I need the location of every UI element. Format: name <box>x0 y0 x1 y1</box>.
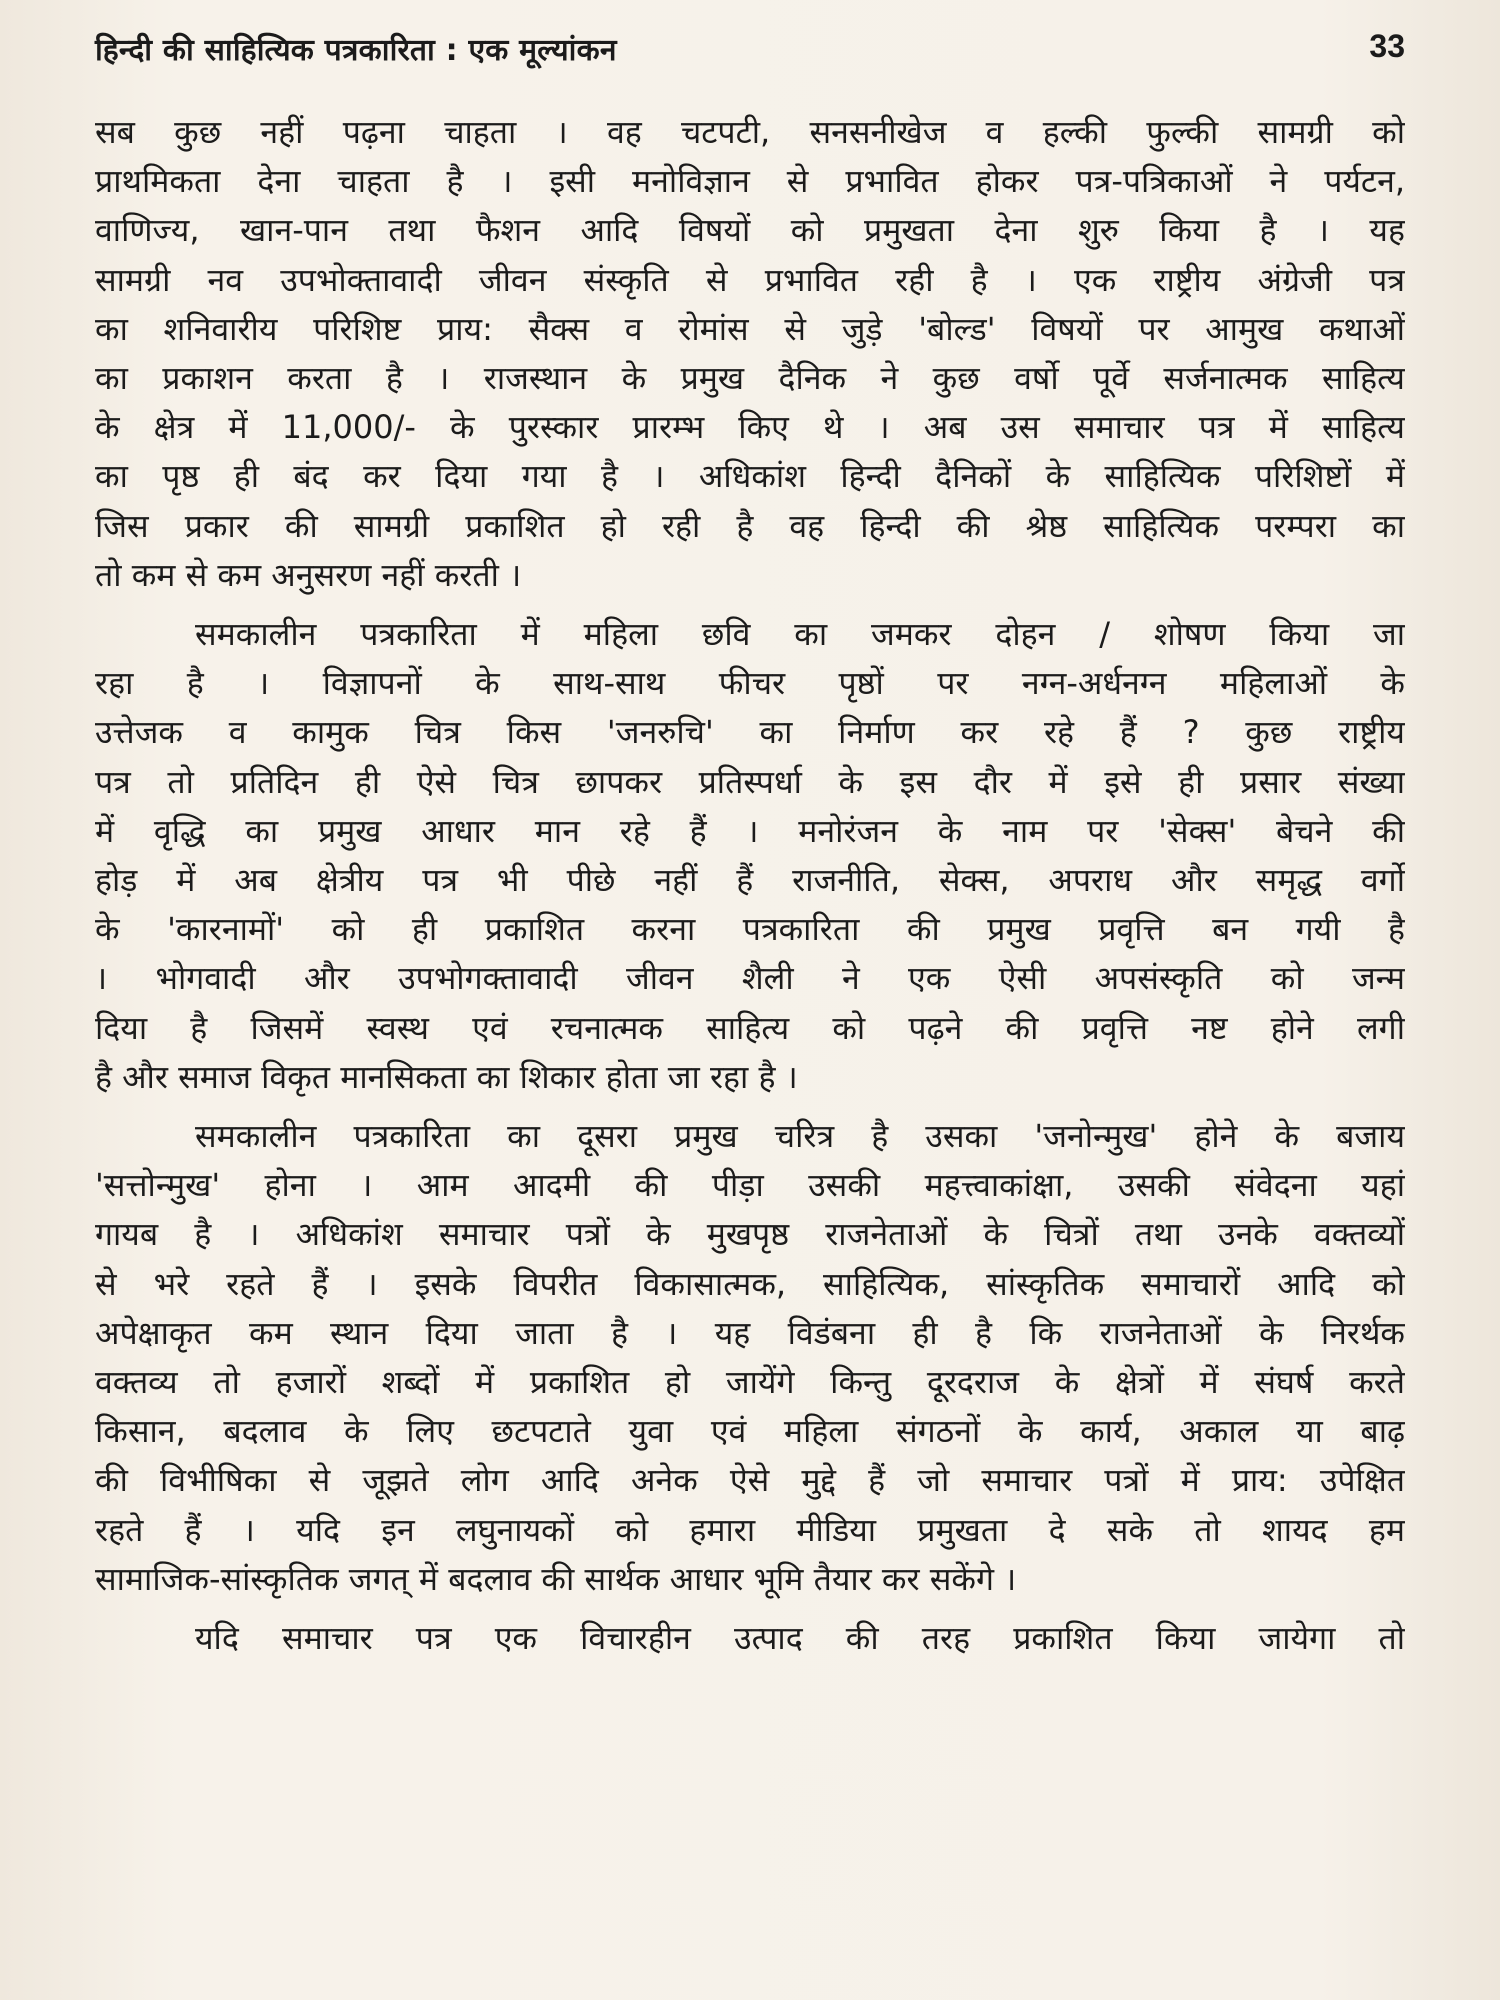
text-line: सब कुछ नहीं पढ़ना चाहता । वह चटपटी, सनसनीखेज व हल्की फुल्की सामग्री को <box>95 113 1405 151</box>
text-line: । भोगवादी और उपभोगक्तावादी जीवन शैली ने एक ऐसी अपसंस्कृति को जन्म <box>95 959 1405 998</box>
page-number: 33 <box>1369 28 1405 64</box>
text-line: है और समाज विकृत मानसिकता का शिकार होता जा रहा है । <box>95 1057 798 1096</box>
running-title: हिन्दी की साहित्यिक पत्रकारिता : एक मूल्यांकन <box>95 33 617 68</box>
paragraph-3 <box>95 1112 1405 1604</box>
text-line: समकालीन पत्रकारिता में महिला छवि का जमकर दोहन / शोषण किया जा <box>195 615 1405 654</box>
text-line: 'सत्तोन्मुख' होना । आम आदमी की पीड़ा उसकी महत्त्वाकांक्षा, उसकी संवेदना यहां <box>95 1166 1405 1205</box>
text-line: रहते हैं । यदि इन लघुनायकों को हमारा मीडिया प्रमुखता दे सके तो शायद हम <box>95 1510 1405 1549</box>
body-text <box>95 108 1405 1988</box>
text-line: रहा है । विज्ञापनों के साथ-साथ फीचर पृष्ठों पर नग्न-अर्धनग्न महिलाओं के <box>95 664 1405 703</box>
text-line: गायब है । अधिकांश समाचार पत्रों के मुखपृष्ठ राजनेताओं के चित्रों तथा उनके वक्तव्यों <box>95 1215 1405 1254</box>
text-line: प्राथमिकता देना चाहता है । इसी मनोविज्ञान से प्रभावित होकर पत्र-पत्रिकाओं ने पर्यटन, <box>95 162 1405 201</box>
text-line: वाणिज्य, खान-पान तथा फैशन आदि विषयों को प्रमुखता देना शुरु किया है । यह <box>95 211 1405 250</box>
text-line: सामाजिक-सांस्कृतिक जगत् में बदलाव की सार्थक आधार भूमि तैयार कर सकेंगे । <box>95 1559 1017 1598</box>
text-line: किसान, बदलाव के लिए छटपटाते युवा एवं महिला संगठनों के कार्य, अकाल या बाढ़ <box>95 1412 1405 1451</box>
text-line: में वृद्धि का प्रमुख आधार मान रहे हैं । मनोरंजन के नाम पर 'सेक्स' बेचने की <box>95 811 1405 850</box>
text-line: होड़ में अब क्षेत्रीय पत्र भी पीछे नहीं हैं राजनीति, सेक्स, अपराध और समृद्ध वर्गो <box>95 861 1405 900</box>
text-line: पत्र तो प्रतिदिन ही ऐसे चित्र छापकर प्रतिस्पर्धा के इस दौर में इसे ही प्रसार संख्या <box>95 762 1405 801</box>
text-line: के 'कारनामों' को ही प्रकाशित करना पत्रकारिता की प्रमुख प्रवृत्ति बन गयी है <box>95 910 1405 949</box>
text-line: वक्तव्य तो हजारों शब्दों में प्रकाशित हो जायेंगे किन्तु दूरदराज के क्षेत्रों में संघर्ष करते <box>95 1363 1405 1402</box>
paragraph-4 <box>95 1614 1405 1663</box>
text-line: का प्रकाशन करता है । राजस्थान के प्रमुख दैनिक ने कुछ वर्षो पूर्वे सर्जनात्मक साहित्य <box>95 359 1405 398</box>
text-line: यदि समाचार पत्र एक विचारहीन उत्पाद की तरह प्रकाशित किया जायेगा तो <box>195 1619 1405 1658</box>
page-header <box>95 28 1405 78</box>
text-line: का शनिवारीय परिशिष्ट प्राय: सैक्स व रोमांस से जुड़े 'बोल्ड' विषयों पर आमुख कथाओं <box>95 309 1405 348</box>
text-line: जिस प्रकार की सामग्री प्रकाशित हो रही है वह हिन्दी की श्रेष्ठ साहित्यिक परम्परा का <box>95 506 1405 545</box>
text-line: तो कम से कम अनुसरण नहीं करती । <box>95 555 522 594</box>
paragraph-2 <box>95 610 1405 1102</box>
text-line: के क्षेत्र में 11,000/- के पुरस्कार प्रारम्भ किए थे । अब उस समाचार पत्र में साहित्य <box>95 408 1405 447</box>
text-line: सामग्री नव उपभोक्तावादी जीवन संस्कृति से प्रभावित रही है । एक राष्ट्रीय अंग्रेजी पत्र <box>95 260 1405 299</box>
text-line: दिया है जिसमें स्वस्थ एवं रचनात्मक साहित्य को पढ़ने की प्रवृत्ति नष्ट होने लगी <box>95 1008 1405 1047</box>
text-line: की विभीषिका से जूझते लोग आदि अनेक ऐसे मुद्दे हैं जो समाचार पत्रों में प्राय: उपेक्षित <box>95 1461 1405 1500</box>
text-line: उत्तेजक व कामुक चित्र किस 'जनरुचि' का निर्माण कर रहे हैं ? कुछ राष्ट्रीय <box>95 713 1405 752</box>
text-line: समकालीन पत्रकारिता का दूसरा प्रमुख चरित्र है उसका 'जनोन्मुख' होने के बजाय <box>195 1117 1405 1156</box>
text-line: अपेक्षाकृत कम स्थान दिया जाता है । यह विडंबना ही है कि राजनेताओं के निरर्थक <box>95 1313 1405 1352</box>
text-line: से भरे रहते हैं । इसके विपरीत विकासात्मक, साहित्यिक, सांस्कृतिक समाचारों आदि को <box>95 1264 1405 1303</box>
text-line: का पृष्ठ ही बंद कर दिया गया है । अधिकांश हिन्दी दैनिकों के साहित्यिक परिशिष्टों में <box>95 457 1405 496</box>
paragraph-1 <box>95 108 1405 600</box>
